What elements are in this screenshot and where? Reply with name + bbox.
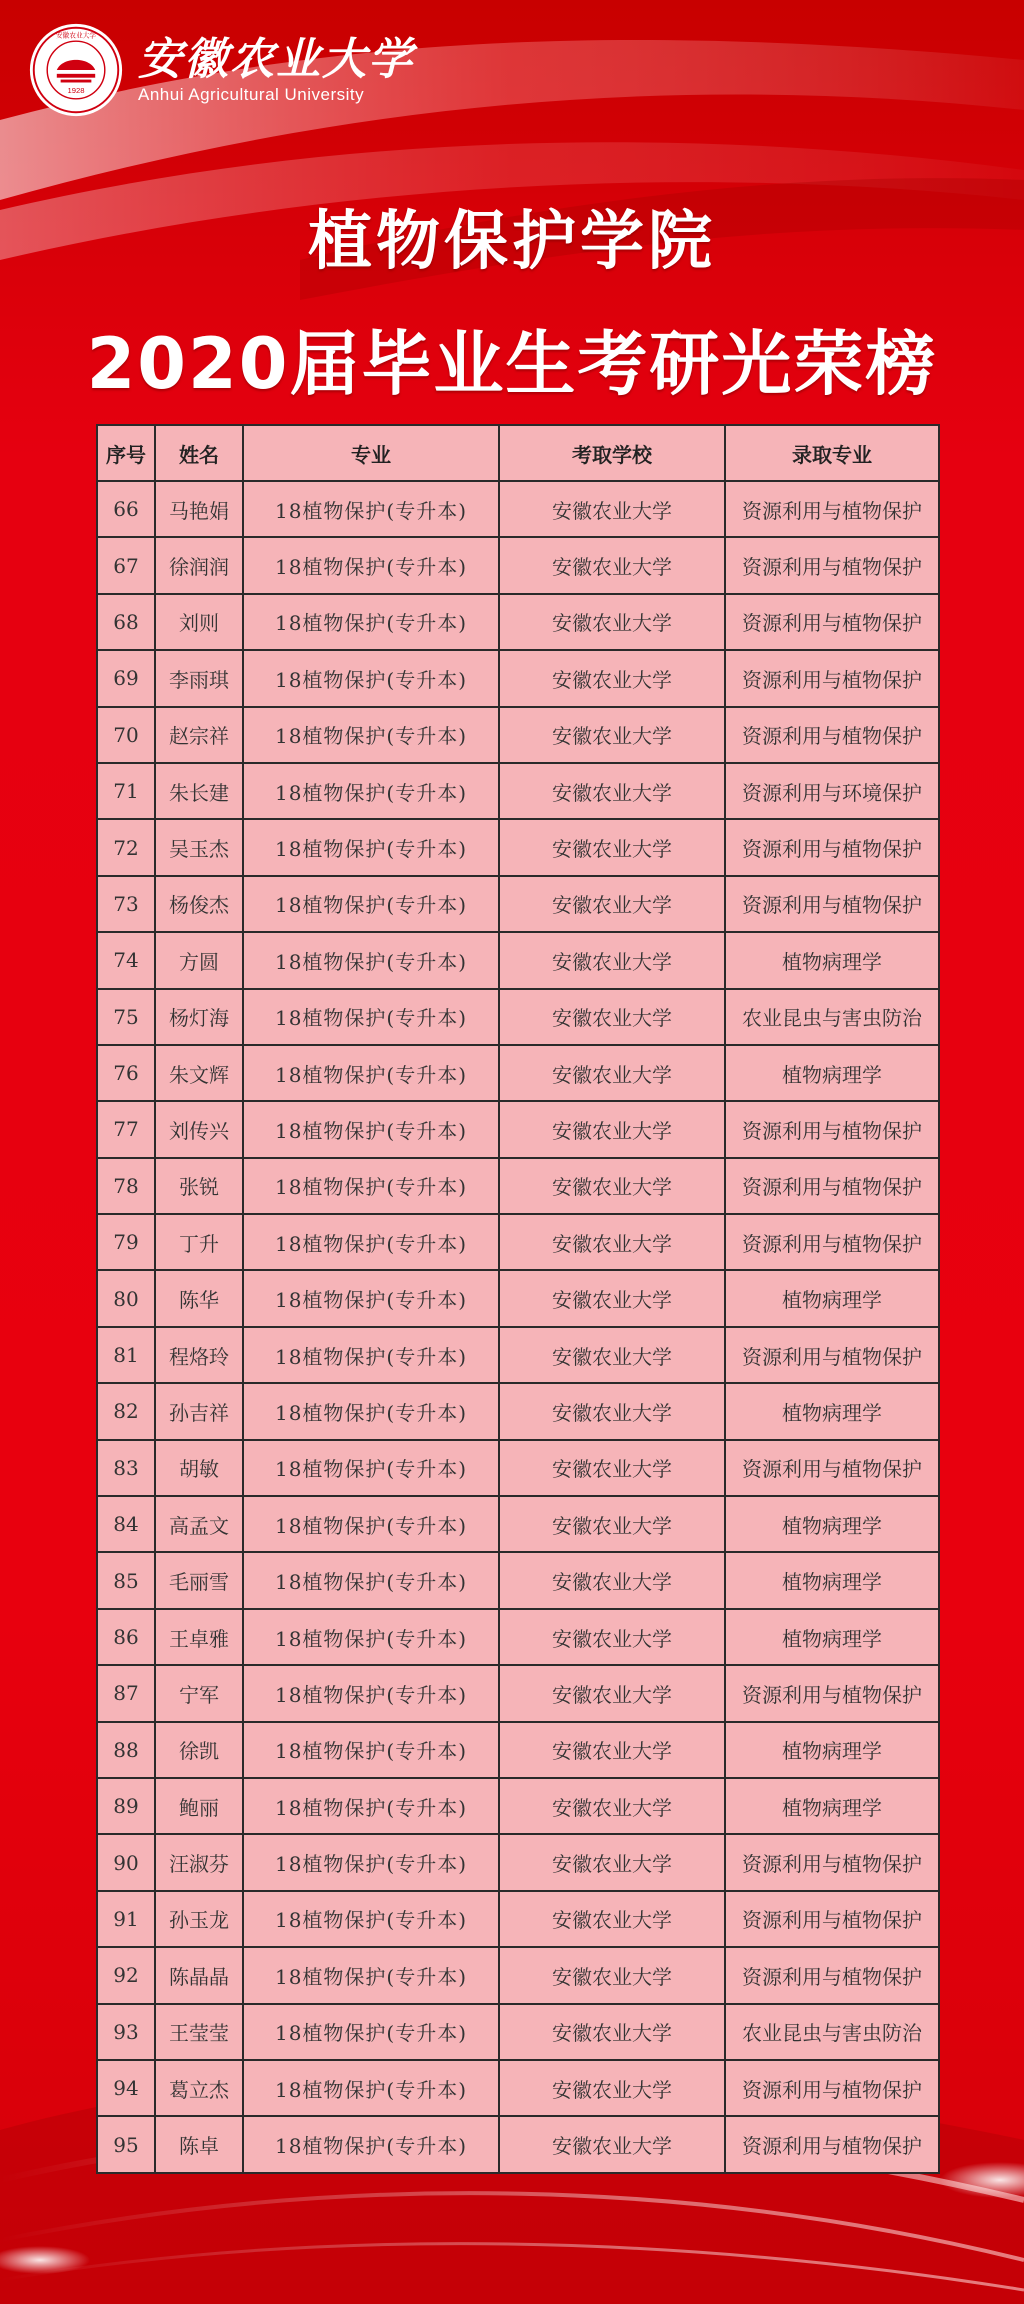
table-row xyxy=(97,481,939,537)
table-row xyxy=(97,2116,939,2172)
table-row xyxy=(97,989,939,1045)
table-row xyxy=(97,1834,939,1890)
university-header xyxy=(28,22,414,118)
cell-school: 安徽农业大学 xyxy=(499,819,725,875)
table-row xyxy=(97,1158,939,1214)
cell-program: 18植物保护(专升本) xyxy=(243,1609,499,1665)
cell-name: 孙玉龙 xyxy=(155,1891,243,1947)
honor-roll-table-wrapper xyxy=(96,424,940,2174)
cell-index: 68 xyxy=(97,594,155,650)
cell-major: 植物病理学 xyxy=(725,1552,939,1608)
cell-school: 安徽农业大学 xyxy=(499,1665,725,1721)
cell-name: 张锐 xyxy=(155,1158,243,1214)
cell-major: 资源利用与植物保护 xyxy=(725,1327,939,1383)
cell-index: 75 xyxy=(97,989,155,1045)
cell-major: 资源利用与植物保护 xyxy=(725,1158,939,1214)
cell-index: 95 xyxy=(97,2116,155,2172)
cell-major: 资源利用与植物保护 xyxy=(725,1947,939,2003)
cell-school: 安徽农业大学 xyxy=(499,763,725,819)
cell-name: 赵宗祥 xyxy=(155,707,243,763)
cell-program: 18植物保护(专升本) xyxy=(243,1383,499,1439)
cell-program: 18植物保护(专升本) xyxy=(243,537,499,593)
table-row xyxy=(97,1891,939,1947)
cell-name: 朱文辉 xyxy=(155,1045,243,1101)
cell-school: 安徽农业大学 xyxy=(499,1778,725,1834)
table-row xyxy=(97,1327,939,1383)
cell-index: 83 xyxy=(97,1440,155,1496)
cell-school: 安徽农业大学 xyxy=(499,932,725,988)
cell-school: 安徽农业大学 xyxy=(499,1496,725,1552)
cell-index: 91 xyxy=(97,1891,155,1947)
cell-index: 89 xyxy=(97,1778,155,1834)
table-row xyxy=(97,1214,939,1270)
cell-name: 陈晶晶 xyxy=(155,1947,243,2003)
table-body xyxy=(97,481,939,2173)
cell-name: 陈华 xyxy=(155,1270,243,1326)
cell-major: 资源利用与植物保护 xyxy=(725,1665,939,1721)
cell-name: 吴玉杰 xyxy=(155,819,243,875)
cell-school: 安徽农业大学 xyxy=(499,2060,725,2116)
cell-school: 安徽农业大学 xyxy=(499,1214,725,1270)
cell-name: 朱长建 xyxy=(155,763,243,819)
cell-school: 安徽农业大学 xyxy=(499,1327,725,1383)
table-row xyxy=(97,650,939,706)
cell-index: 81 xyxy=(97,1327,155,1383)
cell-program: 18植物保护(专升本) xyxy=(243,1834,499,1890)
cell-school: 安徽农业大学 xyxy=(499,481,725,537)
cell-major: 资源利用与植物保护 xyxy=(725,707,939,763)
cell-name: 葛立杰 xyxy=(155,2060,243,2116)
cell-school: 安徽农业大学 xyxy=(499,1101,725,1157)
cell-school: 安徽农业大学 xyxy=(499,707,725,763)
cell-name: 陈卓 xyxy=(155,2116,243,2172)
header-admitted-school: 考取学校 xyxy=(499,425,725,481)
cell-name: 高孟文 xyxy=(155,1496,243,1552)
cell-major: 资源利用与植物保护 xyxy=(725,2116,939,2172)
cell-index: 73 xyxy=(97,876,155,932)
table-row xyxy=(97,1440,939,1496)
table-row xyxy=(97,763,939,819)
cell-program: 18植物保护(专升本) xyxy=(243,1327,499,1383)
table-row xyxy=(97,2060,939,2116)
cell-index: 93 xyxy=(97,2004,155,2060)
table-row xyxy=(97,1270,939,1326)
table-row xyxy=(97,1665,939,1721)
honor-roll-table xyxy=(96,424,940,2174)
cell-index: 87 xyxy=(97,1665,155,1721)
university-name-en: Anhui Agricultural University xyxy=(138,85,365,104)
table-row xyxy=(97,1383,939,1439)
cell-index: 82 xyxy=(97,1383,155,1439)
cell-program: 18植物保护(专升本) xyxy=(243,2004,499,2060)
cell-major: 植物病理学 xyxy=(725,1496,939,1552)
cell-program: 18植物保护(专升本) xyxy=(243,1440,499,1496)
cell-index: 66 xyxy=(97,481,155,537)
cell-name: 宁军 xyxy=(155,1665,243,1721)
table-row xyxy=(97,1609,939,1665)
cell-school: 安徽农业大学 xyxy=(499,594,725,650)
cell-program: 18植物保护(专升本) xyxy=(243,1665,499,1721)
cell-program: 18植物保护(专升本) xyxy=(243,1101,499,1157)
cell-name: 方圆 xyxy=(155,932,243,988)
cell-school: 安徽农业大学 xyxy=(499,876,725,932)
svg-text:安徽农业大学: 安徽农业大学 xyxy=(55,31,97,40)
cell-major: 植物病理学 xyxy=(725,932,939,988)
cell-school: 安徽农业大学 xyxy=(499,1552,725,1608)
cell-program: 18植物保护(专升本) xyxy=(243,594,499,650)
cell-major: 资源利用与植物保护 xyxy=(725,650,939,706)
page-title-college: 植物保护学院 xyxy=(308,205,716,279)
cell-school: 安徽农业大学 xyxy=(499,1270,725,1326)
cell-program: 18植物保护(专升本) xyxy=(243,2116,499,2172)
cell-program: 18植物保护(专升本) xyxy=(243,1552,499,1608)
cell-index: 84 xyxy=(97,1496,155,1552)
table-row xyxy=(97,819,939,875)
cell-index: 85 xyxy=(97,1552,155,1608)
table-row xyxy=(97,1496,939,1552)
cell-index: 86 xyxy=(97,1609,155,1665)
table-row xyxy=(97,2004,939,2060)
header-program: 专业 xyxy=(243,425,499,481)
cell-school: 安徽农业大学 xyxy=(499,989,725,1045)
table-row xyxy=(97,1045,939,1101)
table-row xyxy=(97,1947,939,2003)
cell-program: 18植物保护(专升本) xyxy=(243,1778,499,1834)
header-name: 姓名 xyxy=(155,425,243,481)
cell-index: 78 xyxy=(97,1158,155,1214)
cell-index: 72 xyxy=(97,819,155,875)
cell-program: 18植物保护(专升本) xyxy=(243,650,499,706)
cell-name: 刘传兴 xyxy=(155,1101,243,1157)
cell-name: 马艳娟 xyxy=(155,481,243,537)
cell-school: 安徽农业大学 xyxy=(499,537,725,593)
cell-program: 18植物保护(专升本) xyxy=(243,707,499,763)
cell-name: 程烙玲 xyxy=(155,1327,243,1383)
header-index: 序号 xyxy=(97,425,155,481)
cell-major: 资源利用与植物保护 xyxy=(725,1101,939,1157)
cell-name: 刘则 xyxy=(155,594,243,650)
table-row xyxy=(97,1101,939,1157)
cell-program: 18植物保护(专升本) xyxy=(243,876,499,932)
cell-index: 94 xyxy=(97,2060,155,2116)
cell-school: 安徽农业大学 xyxy=(499,1834,725,1890)
cell-name: 杨灯海 xyxy=(155,989,243,1045)
cell-major: 资源利用与环境保护 xyxy=(725,763,939,819)
cell-school: 安徽农业大学 xyxy=(499,1158,725,1214)
cell-name: 孙吉祥 xyxy=(155,1383,243,1439)
cell-major: 资源利用与植物保护 xyxy=(725,1891,939,1947)
cell-index: 79 xyxy=(97,1214,155,1270)
cell-index: 70 xyxy=(97,707,155,763)
cell-school: 安徽农业大学 xyxy=(499,1440,725,1496)
cell-school: 安徽农业大学 xyxy=(499,1722,725,1778)
cell-major: 资源利用与植物保护 xyxy=(725,481,939,537)
cell-name: 徐凯 xyxy=(155,1722,243,1778)
cell-major: 农业昆虫与害虫防治 xyxy=(725,989,939,1045)
cell-major: 资源利用与植物保护 xyxy=(725,876,939,932)
table-header-row xyxy=(97,425,939,481)
cell-school: 安徽农业大学 xyxy=(499,2116,725,2172)
cell-name: 胡敏 xyxy=(155,1440,243,1496)
table-row xyxy=(97,1722,939,1778)
cell-school: 安徽农业大学 xyxy=(499,1609,725,1665)
university-name-cn: 安徽农业大学 xyxy=(138,34,414,85)
cell-program: 18植物保护(专升本) xyxy=(243,481,499,537)
table-row xyxy=(97,594,939,650)
cell-program: 18植物保护(专升本) xyxy=(243,1045,499,1101)
table-row xyxy=(97,1552,939,1608)
cell-program: 18植物保护(专升本) xyxy=(243,1270,499,1326)
cell-name: 李雨琪 xyxy=(155,650,243,706)
cell-name: 杨俊杰 xyxy=(155,876,243,932)
cell-index: 80 xyxy=(97,1270,155,1326)
cell-major: 资源利用与植物保护 xyxy=(725,1440,939,1496)
cell-program: 18植物保护(专升本) xyxy=(243,989,499,1045)
cell-index: 74 xyxy=(97,932,155,988)
cell-school: 安徽农业大学 xyxy=(499,1045,725,1101)
cell-school: 安徽农业大学 xyxy=(499,1383,725,1439)
cell-name: 丁升 xyxy=(155,1214,243,1270)
cell-index: 90 xyxy=(97,1834,155,1890)
cell-program: 18植物保护(专升本) xyxy=(243,932,499,988)
table-row xyxy=(97,932,939,988)
cell-index: 69 xyxy=(97,650,155,706)
cell-program: 18植物保护(专升本) xyxy=(243,763,499,819)
cell-name: 王莹莹 xyxy=(155,2004,243,2060)
cell-index: 67 xyxy=(97,537,155,593)
cell-index: 71 xyxy=(97,763,155,819)
table-row xyxy=(97,537,939,593)
cell-major: 植物病理学 xyxy=(725,1609,939,1665)
cell-name: 徐润润 xyxy=(155,537,243,593)
header-admitted-major: 录取专业 xyxy=(725,425,939,481)
cell-name: 王卓雅 xyxy=(155,1609,243,1665)
cell-major: 植物病理学 xyxy=(725,1270,939,1326)
svg-text:1928: 1928 xyxy=(67,86,85,96)
cell-index: 88 xyxy=(97,1722,155,1778)
cell-program: 18植物保护(专升本) xyxy=(243,1496,499,1552)
cell-major: 资源利用与植物保护 xyxy=(725,1214,939,1270)
cell-name: 鲍丽 xyxy=(155,1778,243,1834)
table-row xyxy=(97,707,939,763)
cell-major: 农业昆虫与害虫防治 xyxy=(725,2004,939,2060)
cell-major: 植物病理学 xyxy=(725,1045,939,1101)
cell-name: 毛丽雪 xyxy=(155,1552,243,1608)
table-row xyxy=(97,1778,939,1834)
cell-school: 安徽农业大学 xyxy=(499,650,725,706)
university-seal-icon xyxy=(28,22,124,118)
page-title-honor-roll: 2020届毕业生考研光荣榜 xyxy=(86,323,938,405)
cell-school: 安徽农业大学 xyxy=(499,1947,725,2003)
cell-major: 资源利用与植物保护 xyxy=(725,594,939,650)
cell-school: 安徽农业大学 xyxy=(499,1891,725,1947)
cell-program: 18植物保护(专升本) xyxy=(243,1214,499,1270)
cell-major: 资源利用与植物保护 xyxy=(725,537,939,593)
cell-name: 汪淑芬 xyxy=(155,1834,243,1890)
cell-index: 77 xyxy=(97,1101,155,1157)
cell-school: 安徽农业大学 xyxy=(499,2004,725,2060)
cell-program: 18植物保护(专升本) xyxy=(243,1722,499,1778)
cell-major: 资源利用与植物保护 xyxy=(725,819,939,875)
cell-major: 植物病理学 xyxy=(725,1778,939,1834)
cell-major: 资源利用与植物保护 xyxy=(725,1834,939,1890)
cell-major: 植物病理学 xyxy=(725,1383,939,1439)
cell-program: 18植物保护(专升本) xyxy=(243,1891,499,1947)
cell-program: 18植物保护(专升本) xyxy=(243,819,499,875)
cell-major: 植物病理学 xyxy=(725,1722,939,1778)
cell-program: 18植物保护(专升本) xyxy=(243,2060,499,2116)
cell-index: 92 xyxy=(97,1947,155,2003)
table-row xyxy=(97,876,939,932)
cell-program: 18植物保护(专升本) xyxy=(243,1158,499,1214)
cell-major: 资源利用与植物保护 xyxy=(725,2060,939,2116)
cell-program: 18植物保护(专升本) xyxy=(243,1947,499,2003)
cell-index: 76 xyxy=(97,1045,155,1101)
